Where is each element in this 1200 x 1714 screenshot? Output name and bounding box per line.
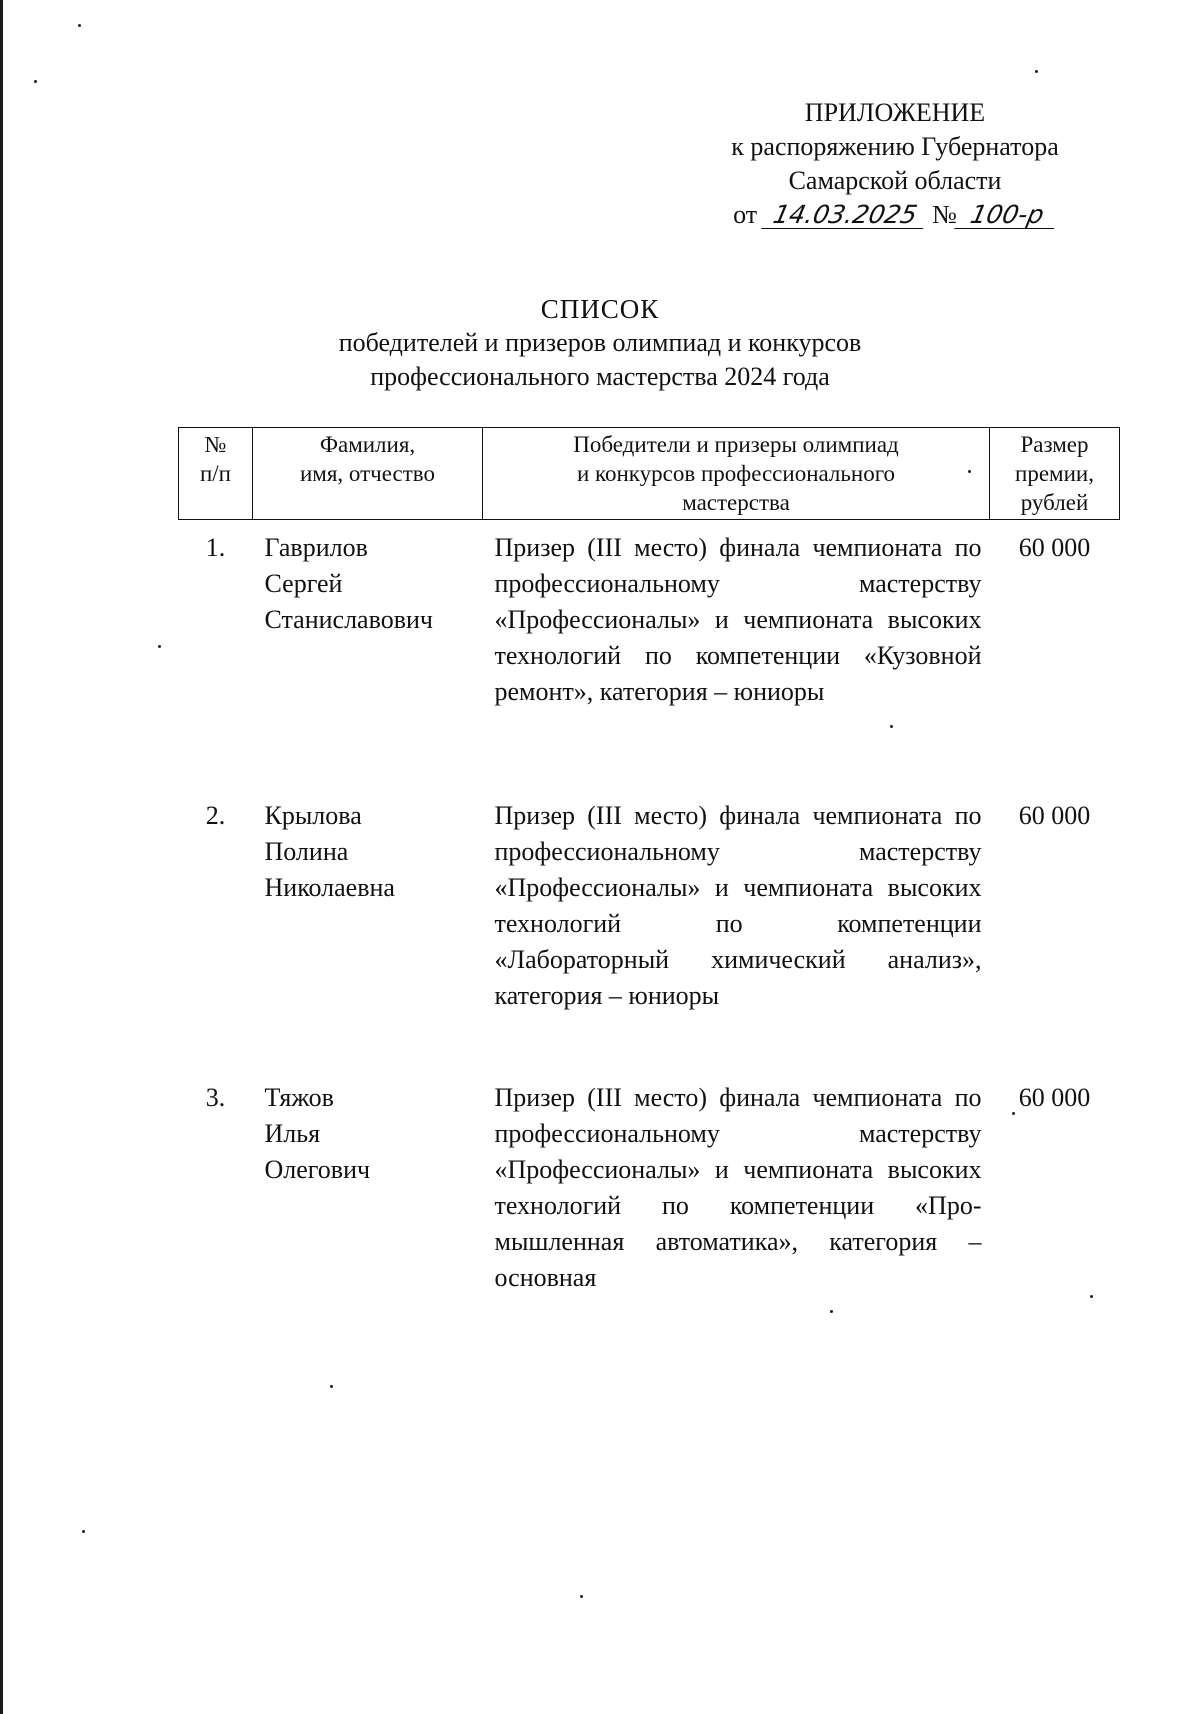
row-achievement: Призер (III место) финала чемпионата по профессиональному мастерству «Профессионалы» и чемпионата высоких технологий по компетенции «Кузовной ремонт», категория – юниоры: [494, 533, 982, 706]
row-achievement: Призер (III место) финала чемпионата по профессиональному мастерству «Профессионалы» и чемпионата высоких технологий по компетенции «Промышленная автоматика», категория – основная: [494, 1083, 982, 1292]
scan-edge: [0, 0, 3, 1714]
approval-title: ПРИЛОЖЕНИЕ: [804, 98, 986, 127]
row-full-name: [253, 788, 483, 1070]
scan-speck: [1012, 1112, 1015, 1115]
surname: Гаврилов: [264, 533, 368, 562]
scan-speck: [580, 1595, 583, 1598]
handwritten-number: 100-р: [954, 202, 1060, 229]
header-name: Фамилия, имя, отчество: [253, 428, 483, 520]
patronymic: Николаевна: [264, 873, 395, 902]
row-prize: 60 000: [1018, 533, 1091, 562]
table-header-row: [179, 428, 1120, 520]
approval-line-2: Самарской области: [788, 166, 1002, 195]
scan-speck: [1035, 70, 1038, 73]
number-sign: №: [932, 200, 957, 229]
winners-table: [178, 427, 1120, 1310]
approval-date-line: [685, 198, 1105, 232]
scan-speck: [830, 1310, 833, 1313]
row-prize: 60 000: [1018, 801, 1091, 830]
scan-speck: [158, 645, 161, 648]
document-subtitle-2: профессионального мастерства 2024 года: [370, 362, 830, 391]
scan-speck: [1090, 1295, 1093, 1298]
first-name: Сергей: [264, 569, 343, 598]
row-number: 2.: [205, 801, 226, 830]
row-prize: 60 000: [1018, 1083, 1091, 1112]
scan-speck: [82, 1530, 85, 1533]
date-prefix: от: [733, 200, 758, 229]
row-number: 1.: [205, 533, 226, 562]
scan-speck: [968, 470, 971, 473]
document-title: СПИСОК: [540, 294, 660, 324]
table-row: [179, 520, 1120, 789]
scan-speck: [78, 24, 81, 27]
row-full-name: [253, 520, 483, 789]
table-row: [179, 788, 1120, 1070]
scan-speck: [890, 725, 893, 728]
header-desc: Победители и призеры олимпиад и конкурсов профессионального мастерства: [483, 428, 990, 520]
patronymic: Олегович: [264, 1155, 371, 1184]
document-subtitle-1: победителей и призеров олимпиад и конкурсов: [338, 328, 862, 357]
row-number: 3.: [205, 1083, 226, 1112]
surname: Тяжов: [264, 1083, 334, 1112]
first-name: Полина: [264, 837, 349, 866]
table-row: [179, 1070, 1120, 1310]
row-full-name: [253, 1070, 483, 1310]
approval-line-1: к распоряжению Губернатора: [731, 132, 1059, 161]
first-name: Илья: [264, 1119, 321, 1148]
patronymic: Станиславович: [264, 605, 433, 634]
surname: Крылова: [264, 801, 362, 830]
header-num: № п/п: [179, 428, 253, 520]
scan-speck: [330, 1385, 333, 1388]
handwritten-date: 14.03.2025: [761, 202, 929, 229]
document-title-block: [0, 292, 1200, 394]
header-prize: Размер премии, рублей: [990, 428, 1120, 520]
scan-speck: [34, 80, 37, 83]
approval-block: [685, 96, 1105, 232]
row-achievement: Призер (III место) финала чемпионата по профессиональному мастерству «Профессионалы» и чемпионата высоких технологий по компетенции «Лабораторный химический анализ», категория – юниоры: [494, 801, 982, 1010]
